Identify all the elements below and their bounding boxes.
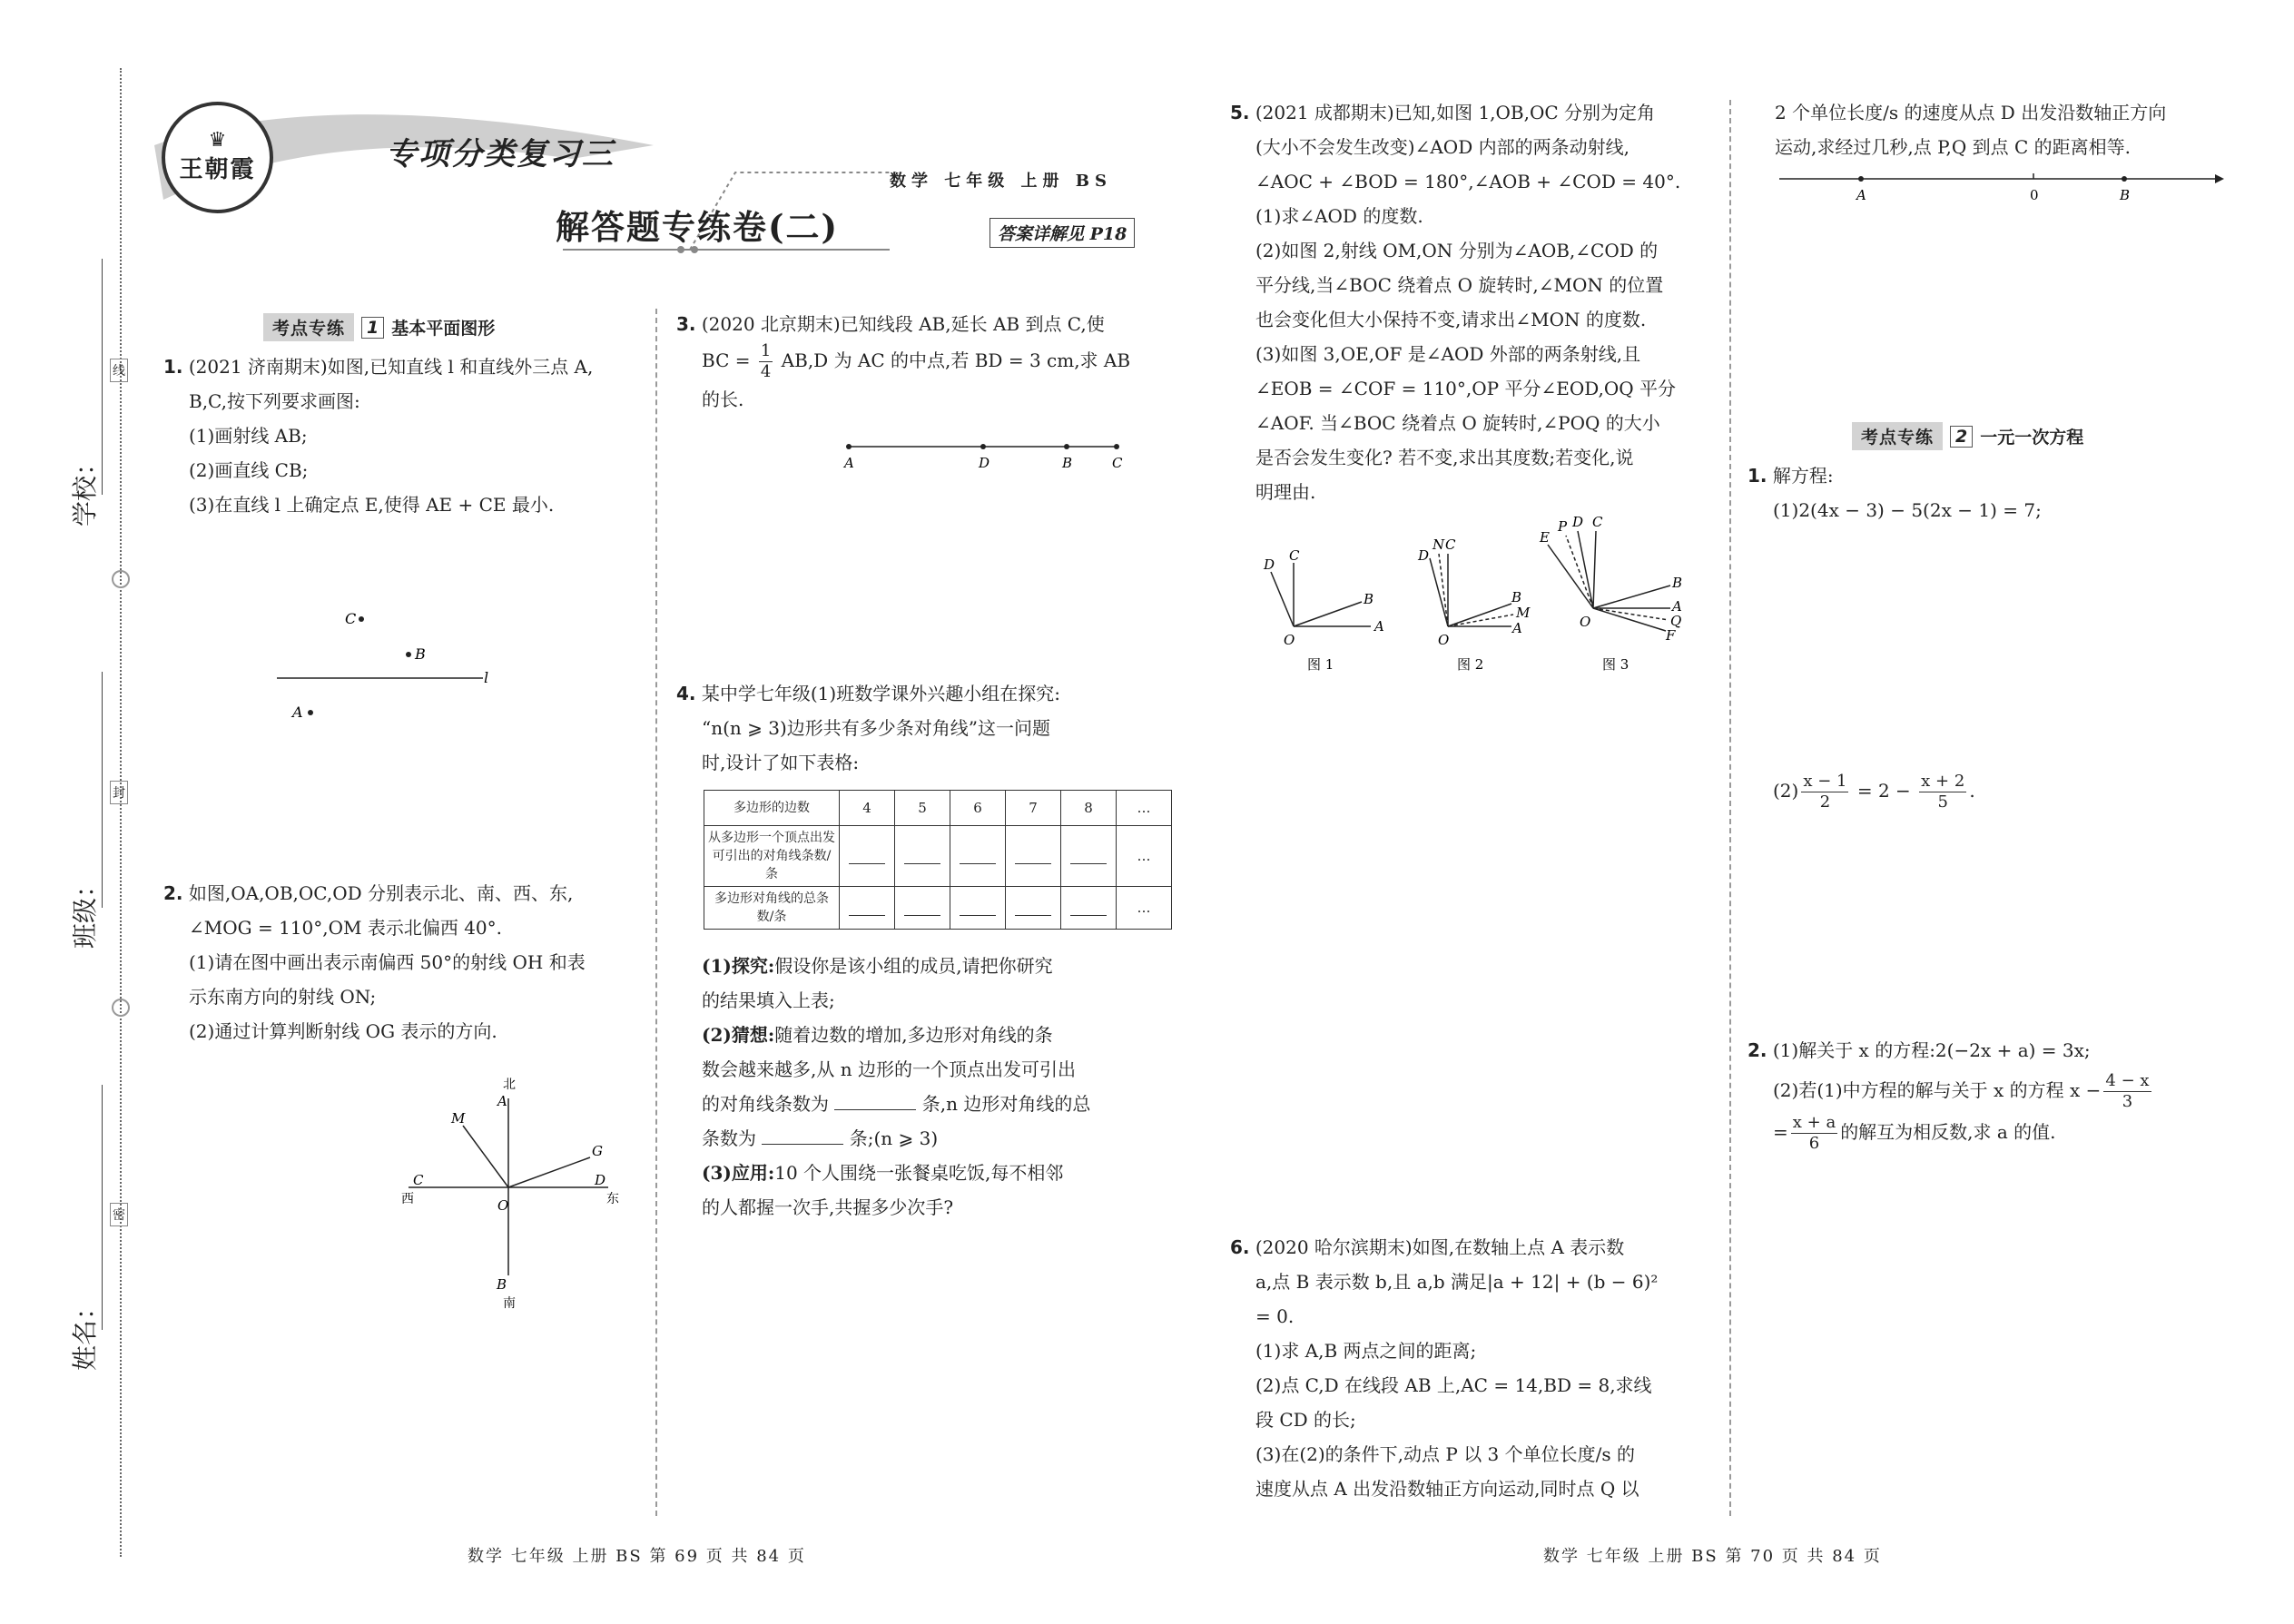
q5-line-7: 也会变化但大小保持不变,请求出∠MON 的度数.	[1255, 309, 1647, 330]
question-number: 1.	[1748, 465, 1767, 487]
answer-blank[interactable]	[1061, 826, 1117, 887]
q5-line-12: 明理由.	[1255, 481, 1316, 503]
q6-line-3: = 0.	[1255, 1305, 1295, 1327]
q6-label-B: B	[2120, 187, 2131, 203]
answer-blank[interactable]	[950, 826, 1006, 887]
eq2-part-1: (1)解关于 x 的方程:2(−2x + a) = 3x;	[1772, 1039, 2091, 1061]
fraction-numerator: x + a	[1792, 1113, 1836, 1132]
page-footer-left: 数学 七年级 上册 BS 第 69 页 共 84 页	[468, 1547, 806, 1566]
q4-p3-text: 10 个人围绕一张餐桌吃饭,每不相邻	[774, 1162, 1064, 1184]
q4-line-1: 某中学七年级(1)班数学课外兴趣小组在探究:	[701, 683, 1060, 704]
q5-line-9: ∠EOB = ∠COF = 110°,OP 平分∠EOD,OQ 平分	[1255, 378, 1677, 399]
q1-line-5: (3)在直线 l 上确定点 E,使得 AE + CE 最小.	[189, 494, 555, 516]
q5-f2-A: A	[1512, 620, 1522, 636]
section-header-1	[263, 313, 495, 341]
q2-label-O: O	[497, 1197, 509, 1214]
q4-p2-text4a: 条数为	[702, 1127, 756, 1149]
q5-figure-3	[1539, 514, 1682, 673]
eq2-fraction-1	[2103, 1071, 2151, 1112]
q5-f3-E: E	[1540, 529, 1550, 546]
q5-figures	[1253, 513, 1707, 676]
question-6-continued	[1775, 95, 2247, 164]
binding-hole-icon	[112, 570, 130, 588]
q6-line-5: (2)点 C,D 在线段 AB 上,AC = 14,BD = 8,求线	[1255, 1374, 1652, 1396]
question-number: 3.	[676, 313, 696, 335]
fraction-denominator: 2	[1819, 792, 1831, 812]
seal-mark-seal: 封	[110, 781, 128, 804]
q1-label-C: C	[345, 610, 357, 627]
question-4	[676, 676, 1157, 780]
q5-line-11: 是否会发生变化? 若不变,求出其度数;若变化,说	[1255, 447, 1634, 468]
table-row-head: 多边形的边数	[704, 791, 840, 826]
q4-p2-text: 随着边数的增加,多边形对角线的条	[774, 1024, 1053, 1046]
class-label: 班级：	[70, 871, 100, 949]
q6-line-7: (3)在(2)的条件下,动点 P 以 3 个单位长度/s 的	[1255, 1443, 1635, 1465]
class-underline	[102, 672, 103, 908]
fraction-numerator: 4 − x	[2105, 1071, 2150, 1090]
q5-f3-P: P	[1558, 518, 1568, 535]
section-title: 一元一次方程	[1980, 428, 2084, 448]
q2-label-east: 东	[606, 1192, 619, 1206]
eq1-p2-pre: (2)	[1773, 780, 1799, 802]
eq1-fraction-1	[1801, 772, 1848, 812]
answer-blank[interactable]	[840, 887, 895, 930]
q2-label-A: A	[497, 1093, 507, 1109]
logo-text: 王朝霞	[179, 156, 256, 183]
q2-line-3: (1)请在图中画出表示南偏西 50°的射线 OH 和表	[189, 951, 586, 973]
q5-f1-C: C	[1289, 547, 1300, 564]
q3-label-D: D	[979, 455, 990, 471]
publisher-logo	[162, 102, 273, 213]
q2-label-M: M	[451, 1110, 466, 1127]
q5-f3-C: C	[1592, 514, 1603, 530]
equation-1-part-2	[1773, 772, 2245, 812]
q4-p3-text2: 的人都握一次手,共握多少次手?	[702, 1196, 954, 1218]
table-cell: 8	[1061, 791, 1117, 826]
answer-ref: 答案详解见 P18	[989, 218, 1135, 248]
q2-label-south: 南	[503, 1296, 516, 1311]
q6-number-line	[1775, 168, 2229, 209]
series-title: 专项分类复习三	[386, 136, 615, 172]
answer-blank[interactable]	[840, 826, 895, 887]
q5-f2-M: M	[1516, 605, 1531, 621]
answer-blank[interactable]	[895, 826, 950, 887]
q5-line-6: 平分线,当∠BOC 绕着点 O 旋转时,∠MON 的位置	[1255, 274, 1664, 296]
q6-line-2: a,点 B 表示数 b,且 a,b 满足|a + 12| + (b − 6)²	[1255, 1271, 1659, 1293]
table-cell: 4	[840, 791, 895, 826]
question-5	[1230, 95, 1720, 509]
table-cell: …	[1117, 791, 1172, 826]
question-number: 6.	[1230, 1236, 1250, 1258]
section-badge: 考点专练	[263, 313, 354, 341]
q2-line-5: (2)通过计算判断射线 OG 表示的方向.	[189, 1020, 497, 1042]
q5-f1-O: O	[1284, 632, 1295, 648]
name-underline	[102, 1085, 103, 1330]
q2-label-west: 西	[401, 1192, 414, 1206]
table-row	[704, 826, 1172, 887]
q4-p1-text2: 的结果填入上表;	[702, 989, 835, 1011]
school-label: 学校：	[70, 449, 100, 527]
q4-p2-text4b: 条;(n ⩾ 3)	[849, 1127, 939, 1149]
question-3	[676, 307, 1157, 417]
q5-line-2: (大小不会发生改变)∠AOD 内部的两条动射线,	[1255, 136, 1629, 158]
q5-f1-D: D	[1264, 556, 1275, 573]
question-number: 1.	[163, 356, 183, 378]
binding-hole-icon	[112, 999, 130, 1017]
q2-line-2: ∠MOG = 110°,OM 表示北偏西 40°.	[189, 917, 503, 939]
q3-fraction	[759, 341, 773, 382]
question-6	[1230, 1230, 1720, 1506]
fraction-numerator: x − 1	[1803, 772, 1847, 791]
eq2-p2-eq: =	[1773, 1121, 1788, 1143]
fraction-denominator: 3	[2122, 1092, 2133, 1111]
q3-line-1: (2020 北京期末)已知线段 AB,延长 AB 到点 C,使	[701, 313, 1105, 335]
q6-cont-line-1: 2 个单位长度/s 的速度从点 D 出发沿数轴正方向	[1775, 102, 2167, 123]
answer-blank[interactable]	[1006, 887, 1061, 930]
seal-mark-secret: 密	[110, 1203, 128, 1226]
q4-p1-text: 假设你是该小组的成员,请把你研究	[774, 955, 1053, 977]
q1-label-B: B	[415, 645, 426, 663]
q6-line-1: (2020 哈尔滨期末)如图,在数轴上点 A 表示数	[1255, 1236, 1625, 1258]
answer-blank[interactable]	[1061, 887, 1117, 930]
q4-line-3: 时,设计了如下表格:	[702, 752, 860, 773]
q5-f2-C: C	[1445, 536, 1456, 553]
q5-f3-O: O	[1580, 614, 1591, 630]
fraction-denominator: 6	[1808, 1134, 1820, 1153]
q5-f3-F: F	[1666, 627, 1676, 644]
q5-f2-O: O	[1438, 632, 1450, 648]
binding-dotted-line	[120, 68, 122, 1557]
column-divider-3	[1729, 100, 1731, 1516]
q6-line-8: 速度从点 A 出发沿数轴正方向运动,同时点 Q 以	[1255, 1478, 1639, 1500]
table-row	[704, 887, 1172, 930]
table-row-head: 从多边形一个顶点出发可引出的对角线条数/条	[704, 826, 840, 887]
q5-f3-D: D	[1572, 514, 1584, 530]
q5-f2-D: D	[1418, 547, 1430, 564]
question-4-parts	[702, 949, 1160, 1225]
table-cell: 5	[895, 791, 950, 826]
q2-line-4: 示东南方向的射线 ON;	[189, 986, 377, 1008]
section-number: 2	[1950, 426, 1973, 448]
equation-question-2	[1748, 1030, 2256, 1154]
question-1	[163, 349, 635, 522]
q5-figure-2	[1417, 536, 1531, 673]
q4-p3-label: (3)应用:	[702, 1162, 775, 1184]
eq1-p2-mid: = 2 −	[1856, 780, 1911, 802]
answer-blank[interactable]	[834, 1091, 916, 1110]
table-row	[704, 791, 1172, 826]
table-cell: 7	[1006, 791, 1061, 826]
q1-line-2: B,C,按下列要求画图:	[189, 390, 360, 412]
q3-line-2-post: AB,D 为 AC 的中点,若 BD = 3 cm,求 AB	[781, 349, 1131, 371]
section-header-2	[1852, 422, 2083, 450]
q2-label-north: 北	[503, 1078, 516, 1092]
subject-line: 数学 七年级 上册 BS	[890, 172, 1113, 191]
q5-line-8: (3)如图 3,OE,OF 是∠AOD 外部的两条射线,且	[1255, 343, 1641, 365]
q5-line-3: ∠AOC + ∠BOD = 180°,∠AOB + ∠COD = 40°.	[1255, 171, 1681, 192]
q5-f2-B: B	[1511, 589, 1522, 605]
fraction-denominator: 4	[760, 362, 772, 381]
fraction-denominator: 5	[1937, 792, 1948, 812]
q2-label-B: B	[497, 1276, 507, 1293]
column-divider-1	[655, 309, 657, 1516]
q3-label-B: B	[1062, 455, 1073, 471]
section-number: 1	[361, 317, 384, 339]
school-underline	[102, 259, 103, 495]
question-2	[163, 876, 645, 1048]
section-title: 基本平面图形	[391, 319, 496, 339]
q5-f3-Q: Q	[1670, 613, 1682, 629]
q1-line-1: (2021 济南期末)如图,已知直线 l 和直线外三点 A,	[188, 356, 594, 378]
q5-f3-B: B	[1672, 575, 1683, 591]
q4-line-2: “n(n ⩾ 3)边形共有多少条对角线”这一问题	[702, 717, 1051, 739]
q6-cont-line-2: 运动,求经过几秒,点 P,Q 到点 C 的距离相等.	[1775, 136, 2131, 158]
fraction-numerator: x + 2	[1921, 772, 1965, 791]
q5-fig-caption-2: 图 2	[1457, 656, 1484, 673]
table-cell: …	[1117, 887, 1172, 930]
logo-crown-icon: ♛	[208, 129, 227, 152]
question-number: 2.	[1748, 1039, 1767, 1061]
q4-table	[704, 790, 1172, 930]
q3-line-2-pre: BC =	[702, 349, 751, 371]
eq2-fraction-2	[1791, 1113, 1837, 1154]
q5-line-4: (1)求∠AOD 的度数.	[1255, 205, 1423, 227]
question-number: 2.	[163, 882, 183, 904]
q5-fig-caption-1: 图 1	[1307, 656, 1334, 673]
name-label: 姓名：	[70, 1294, 100, 1371]
q3-label-C: C	[1112, 455, 1123, 471]
q5-line-10: ∠AOF. 当∠BOC 绕着点 O 旋转时,∠POQ 的大小	[1255, 412, 1660, 434]
page-footer-right: 数学 七年级 上册 BS 第 70 页 共 84 页	[1543, 1547, 1882, 1566]
fraction-numerator: 1	[760, 341, 772, 360]
q4-p2-text3a: 的对角线条数为	[702, 1093, 829, 1115]
table-row-head: 多边形对角线的总条数/条	[704, 887, 840, 930]
q3-label-A: A	[844, 455, 854, 471]
q1-figure	[272, 599, 508, 726]
q2-label-C: C	[413, 1172, 424, 1188]
q4-table-wrap	[704, 790, 1172, 930]
answer-blank[interactable]	[895, 887, 950, 930]
eq1-title: 解方程:	[1772, 465, 1834, 487]
q2-label-G: G	[592, 1143, 603, 1159]
q2-line-1: 如图,OA,OB,OC,OD 分别表示北、南、西、东,	[188, 882, 574, 904]
equation-question-1	[1748, 458, 2256, 527]
answer-blank[interactable]	[1006, 826, 1061, 887]
q4-p1-label: (1)探究:	[702, 955, 775, 977]
answer-blank[interactable]	[950, 887, 1006, 930]
q6-line-4: (1)求 A,B 两点之间的距离;	[1255, 1340, 1477, 1362]
section-badge: 考点专练	[1852, 422, 1943, 450]
q5-figure-1	[1263, 547, 1384, 673]
q3-segment-figure	[835, 436, 1135, 472]
question-number: 5.	[1230, 102, 1250, 123]
q5-line-1: (2021 成都期末)已知,如图 1,OB,OC 分别为定角	[1255, 102, 1656, 123]
q3-line-3: 的长.	[702, 389, 744, 410]
q1-label-l: l	[484, 669, 489, 686]
eq1-fraction-2	[1919, 772, 1966, 812]
q5-f2-N: N	[1433, 536, 1445, 553]
table-cell: 6	[950, 791, 1006, 826]
q5-f1-B: B	[1364, 591, 1374, 607]
q1-label-A: A	[292, 704, 303, 721]
eq1-part-1: (1)2(4x − 3) − 5(2x − 1) = 7;	[1773, 499, 2042, 521]
q2-label-D: D	[595, 1172, 606, 1188]
q6-line-6: 段 CD 的长;	[1255, 1409, 1356, 1431]
paper-title: 解答题专练卷(二)	[556, 207, 840, 247]
seal-mark-line: 线	[110, 359, 128, 382]
q1-line-3: (1)画射线 AB;	[189, 425, 308, 447]
q1-line-4: (2)画直线 CB;	[189, 459, 309, 481]
eq1-p2-end: .	[1969, 780, 1975, 802]
q4-p2-text2: 数会越来越多,从 n 边形的一个顶点出发可引出	[702, 1058, 1076, 1080]
q4-p2-label: (2)猜想:	[702, 1024, 775, 1046]
table-cell: …	[1117, 826, 1172, 887]
answer-blank[interactable]	[762, 1126, 843, 1145]
eq2-p2-end: 的解互为相反数,求 a 的值.	[1840, 1121, 2056, 1143]
question-number: 4.	[676, 683, 696, 704]
q5-f3-A: A	[1672, 598, 1682, 615]
eq2-p2-pre: (2)若(1)中方程的解与关于 x 的方程 x −	[1773, 1079, 2102, 1101]
q5-line-5: (2)如图 2,射线 OM,ON 分别为∠AOB,∠COD 的	[1255, 240, 1659, 261]
q4-p2-text3b: 条,n 边形对角线的总	[921, 1093, 1091, 1115]
q2-compass-figure	[390, 1076, 626, 1312]
q6-label-O: 0	[2030, 187, 2039, 203]
q6-label-A: A	[1856, 187, 1866, 203]
q5-f1-A: A	[1374, 618, 1384, 635]
q5-fig-caption-3: 图 3	[1602, 656, 1629, 673]
